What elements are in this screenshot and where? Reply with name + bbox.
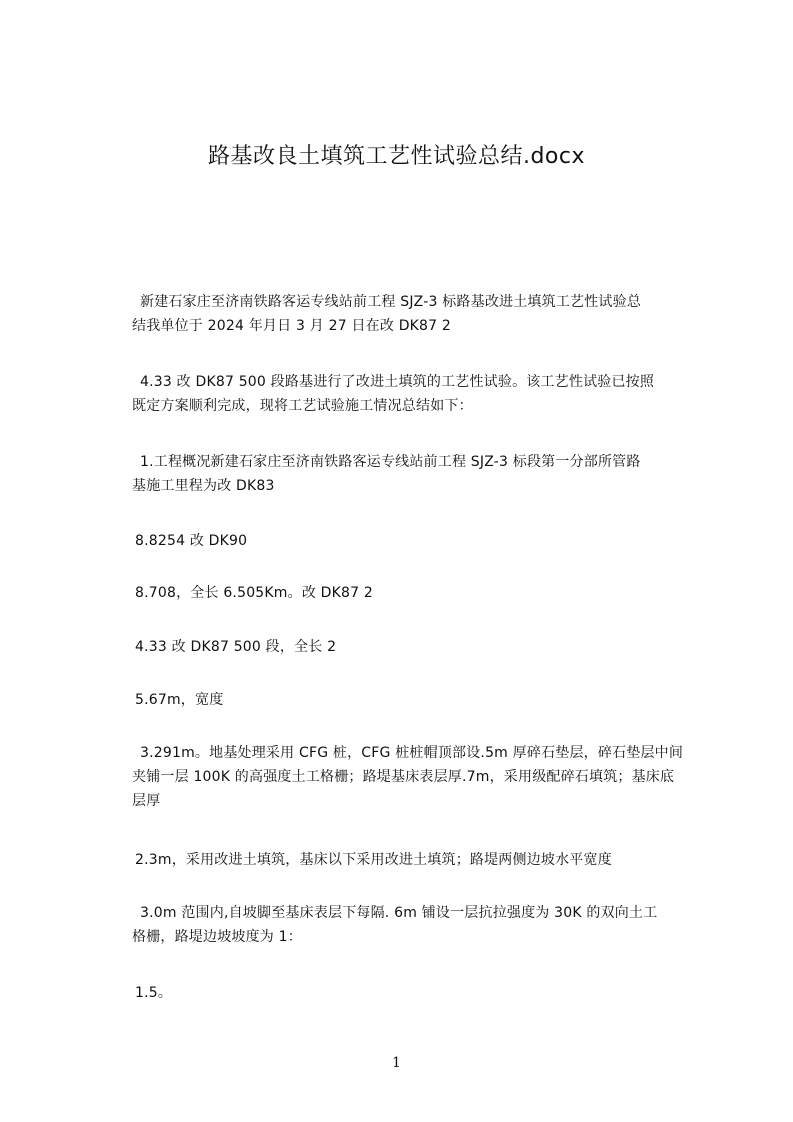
paragraph-line: 8.708，全长 6.505Km。改 DK87 2	[135, 585, 374, 601]
paragraph-8	[132, 741, 730, 813]
paragraph-9	[135, 848, 725, 872]
paragraph-line: 2.3m，采用改进土填筑，基床以下采用改进土填筑；路堤两侧边坡水平宽度	[135, 852, 612, 868]
paragraph-10	[132, 901, 730, 949]
paragraph-line: 8.8254 改 DK90	[135, 533, 248, 549]
paragraph-1	[132, 290, 730, 338]
paragraph-line: 1.工程概况新建石家庄至济南铁路客运专线站前工程 SJZ-3 标段第一分部所管路	[140, 454, 641, 470]
paragraph-line: 新建石家庄至济南铁路客运专线站前工程 SJZ-3 标路基改进土填筑工艺性试验总	[140, 294, 642, 310]
paragraph-7	[135, 688, 725, 712]
paragraph-5	[135, 581, 725, 605]
paragraph-11	[135, 981, 725, 1005]
paragraph-line: 既定方案顺利完成，现将工艺试验施工情况总结如下：	[132, 398, 473, 414]
page-number: 1	[392, 1055, 401, 1071]
paragraph-3	[132, 450, 730, 498]
paragraph-line: 基施工里程为改 DK83	[132, 478, 275, 494]
paragraph-line: 结我单位于 2024 年月日 3 月 27 日在改 DK87 2	[132, 318, 452, 334]
paragraph-line: 夹铺一层 100K 的高强度土工格栅；路堤基床表层厚.7m，采用级配碎石填筑；基床底	[132, 769, 675, 785]
paragraph-6	[135, 635, 725, 659]
paragraph-2	[132, 370, 730, 418]
paragraph-line: 3.291m。地基处理采用 CFG 桩，CFG 桩桩帽顶部设.5m 厚碎石垫层，碎石垫层中间	[140, 745, 684, 761]
paragraph-line: 5.67m，宽度	[135, 692, 224, 708]
document-title: 路基改良土填筑工艺性试验总结.docx	[207, 144, 586, 169]
paragraph-line: 4.33 改 DK87 500 段，全长 2	[135, 639, 337, 655]
paragraph-line: 3.0m 范围内,自坡脚至基床表层下每隔. 6m 铺设一层抗拉强度为 30K 的双向土工	[140, 905, 658, 921]
paragraph-line: 层厚	[132, 793, 161, 809]
paragraph-line: 1.5。	[135, 985, 173, 1001]
paragraph-line: 4.33 改 DK87 500 段路基进行了改进土填筑的工艺性试验。该工艺性试验已按照	[140, 374, 655, 390]
paragraph-4	[135, 529, 725, 553]
paragraph-line: 格栅，路堤边坡坡度为 1：	[132, 929, 302, 945]
